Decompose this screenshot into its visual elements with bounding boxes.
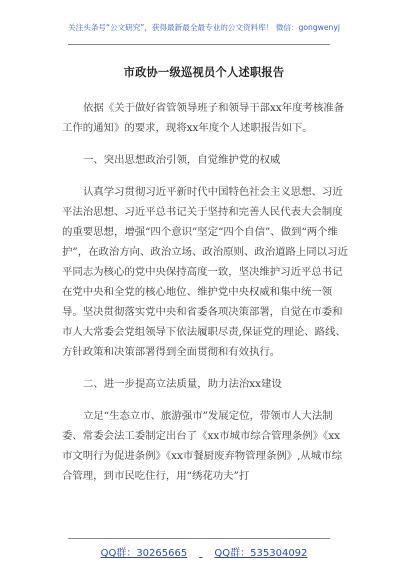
section-1-paragraph: 认真学习贯彻习近平新时代中国特色社会主义思想、习近平法治思想、习近平总书记关于坚持和完善人民代表大会制度的重要思想，增强“四个意识”坚定“四个自信”、做到“两个维护”，在政治方向、政治立场、政治原则、政治道路上同以习近平同志为核心的党中央保持高度一致，坚决维护习近平总书记在党中央和全党的核心地位、维护党中央权威和集中统一领导。坚决贯彻落实党中央和省委各项决策部署，自觉在市委和市人大常委会党组领导下依法履职尽责,保证党的理论、路线、方针政策和决策部署得到全面贯彻和有效执行。 (62, 186, 348, 358)
footer-qq-group-1[interactable]: QQ群：30265665 (100, 548, 188, 559)
page-footer (0, 544, 408, 559)
footer-qq-group-2[interactable]: QQ群：535304092 (214, 548, 308, 559)
document-body (62, 98, 350, 486)
section-heading-2: 二、进一步提高立法质量，助力法治xx建设 (83, 378, 282, 390)
document-title: 市政协一级巡视员个人述职报告 (123, 65, 285, 79)
page-header-notice: 关注头条号“公文研究”，获得最新最全最专业的公文资料库！ 微信：gongwenyj (68, 23, 340, 32)
footer-divider (68, 538, 330, 539)
section-heading-1: 一、突出思想政治引领，自觉维护党的权威 (83, 154, 281, 166)
header-divider (68, 44, 330, 45)
intro-paragraph: 依据《关于做好省管领导班子和领导干部xx年度考核准备工作的通知》的要求，现将xx年度个人述职报告如下。 (62, 102, 345, 134)
section-2-paragraph: 立足“生态立市、旅游强市”发展定位，带领市人大法制委、常委会法工委制定出台了《xx市城市综合管理条例》《xx市文明行为促进条例》《xx市餐厨废弃物管理条例》,从城市综合管理，到市民吃住行，用“绣花功夫”打 (62, 410, 342, 482)
